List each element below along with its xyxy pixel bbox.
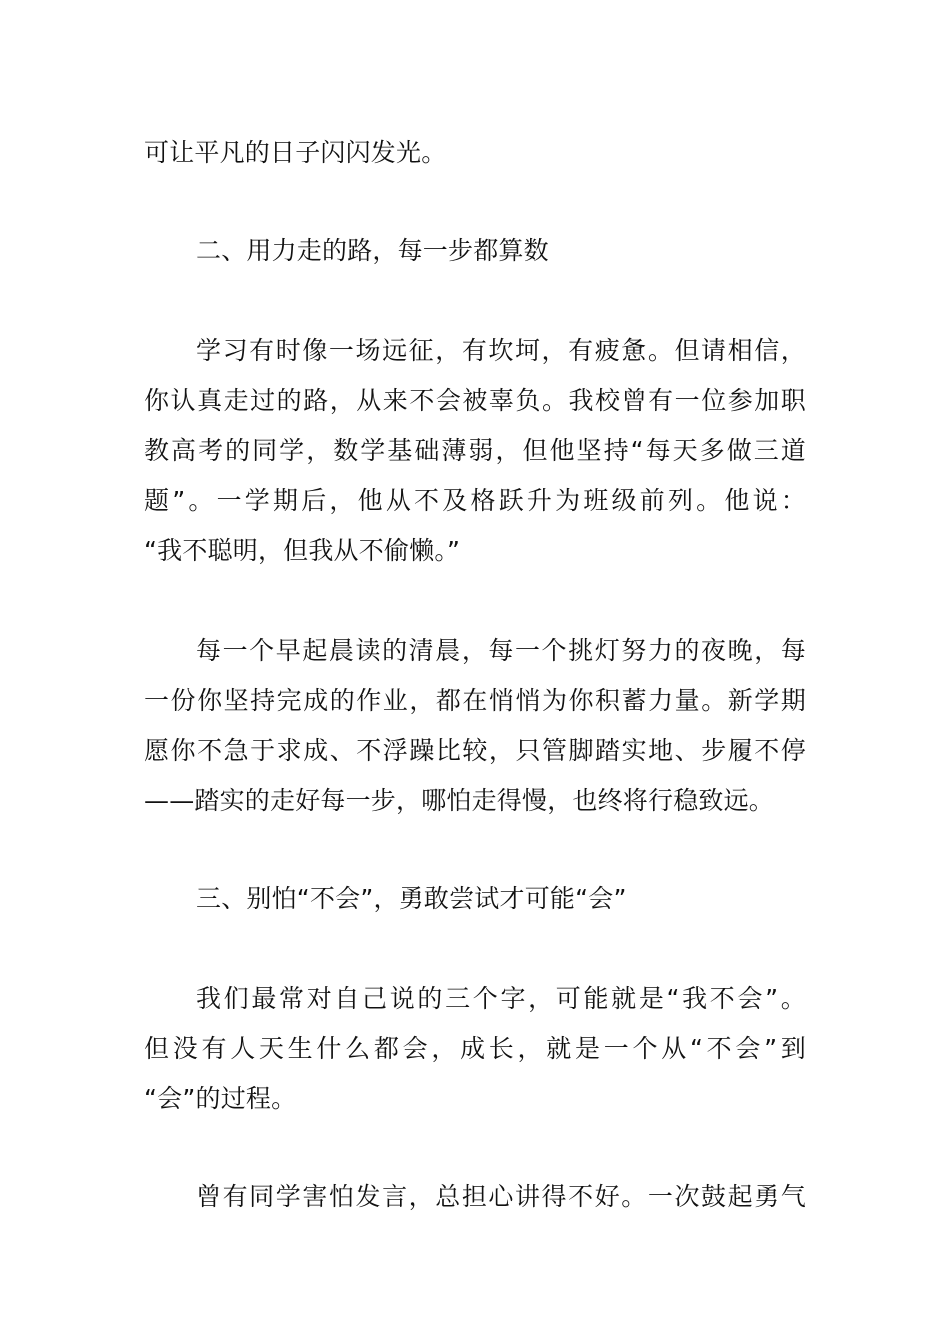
paragraph-line: “会”的过程。	[144, 1084, 297, 1113]
paragraph-line: 我们最常对自己说的三个字，可能就是“我不会”。	[196, 984, 806, 1013]
paragraph-line: 愿你不急于求成、不浮躁比较，只管脚踏实地、步履不停	[144, 736, 806, 765]
paragraph-line: 教高考的同学，数学基础薄弱，但他坚持“每天多做三道	[144, 436, 806, 465]
paragraph-line: “我不聪明，但我从不偷懒。”	[144, 536, 461, 565]
paragraph-line: ——踏实的走好每一步，哪怕走得慢，也终将行稳致远。	[144, 786, 775, 815]
paragraph-line: 但没有人天生什么都会，成长，就是一个从“不会”到	[144, 1034, 806, 1063]
section-heading-three: 三、别怕“不会”，勇敢尝试才可能“会”	[196, 884, 627, 913]
paragraph-line: 每一个早起晨读的清晨，每一个挑灯努力的夜晚，每	[196, 636, 806, 665]
paragraph-line: 你认真走过的路，从来不会被辜负。我校曾有一位参加职	[144, 386, 806, 415]
section-heading-two: 二、用力走的路，每一步都算数	[196, 236, 549, 265]
paragraph-line: 学习有时像一场远征，有坎坷，有疲惫。但请相信，	[196, 336, 806, 365]
paragraph-line: 题”。一学期后，他从不及格跃升为班级前列。他说：	[144, 486, 806, 515]
paragraph-line: 一份你坚持完成的作业，都在悄悄为你积蓄力量。新学期	[144, 686, 806, 715]
opening-line: 可让平凡的日子闪闪发光。	[144, 138, 447, 167]
paragraph-line: 曾有同学害怕发言，总担心讲得不好。一次鼓起勇气	[196, 1182, 806, 1211]
